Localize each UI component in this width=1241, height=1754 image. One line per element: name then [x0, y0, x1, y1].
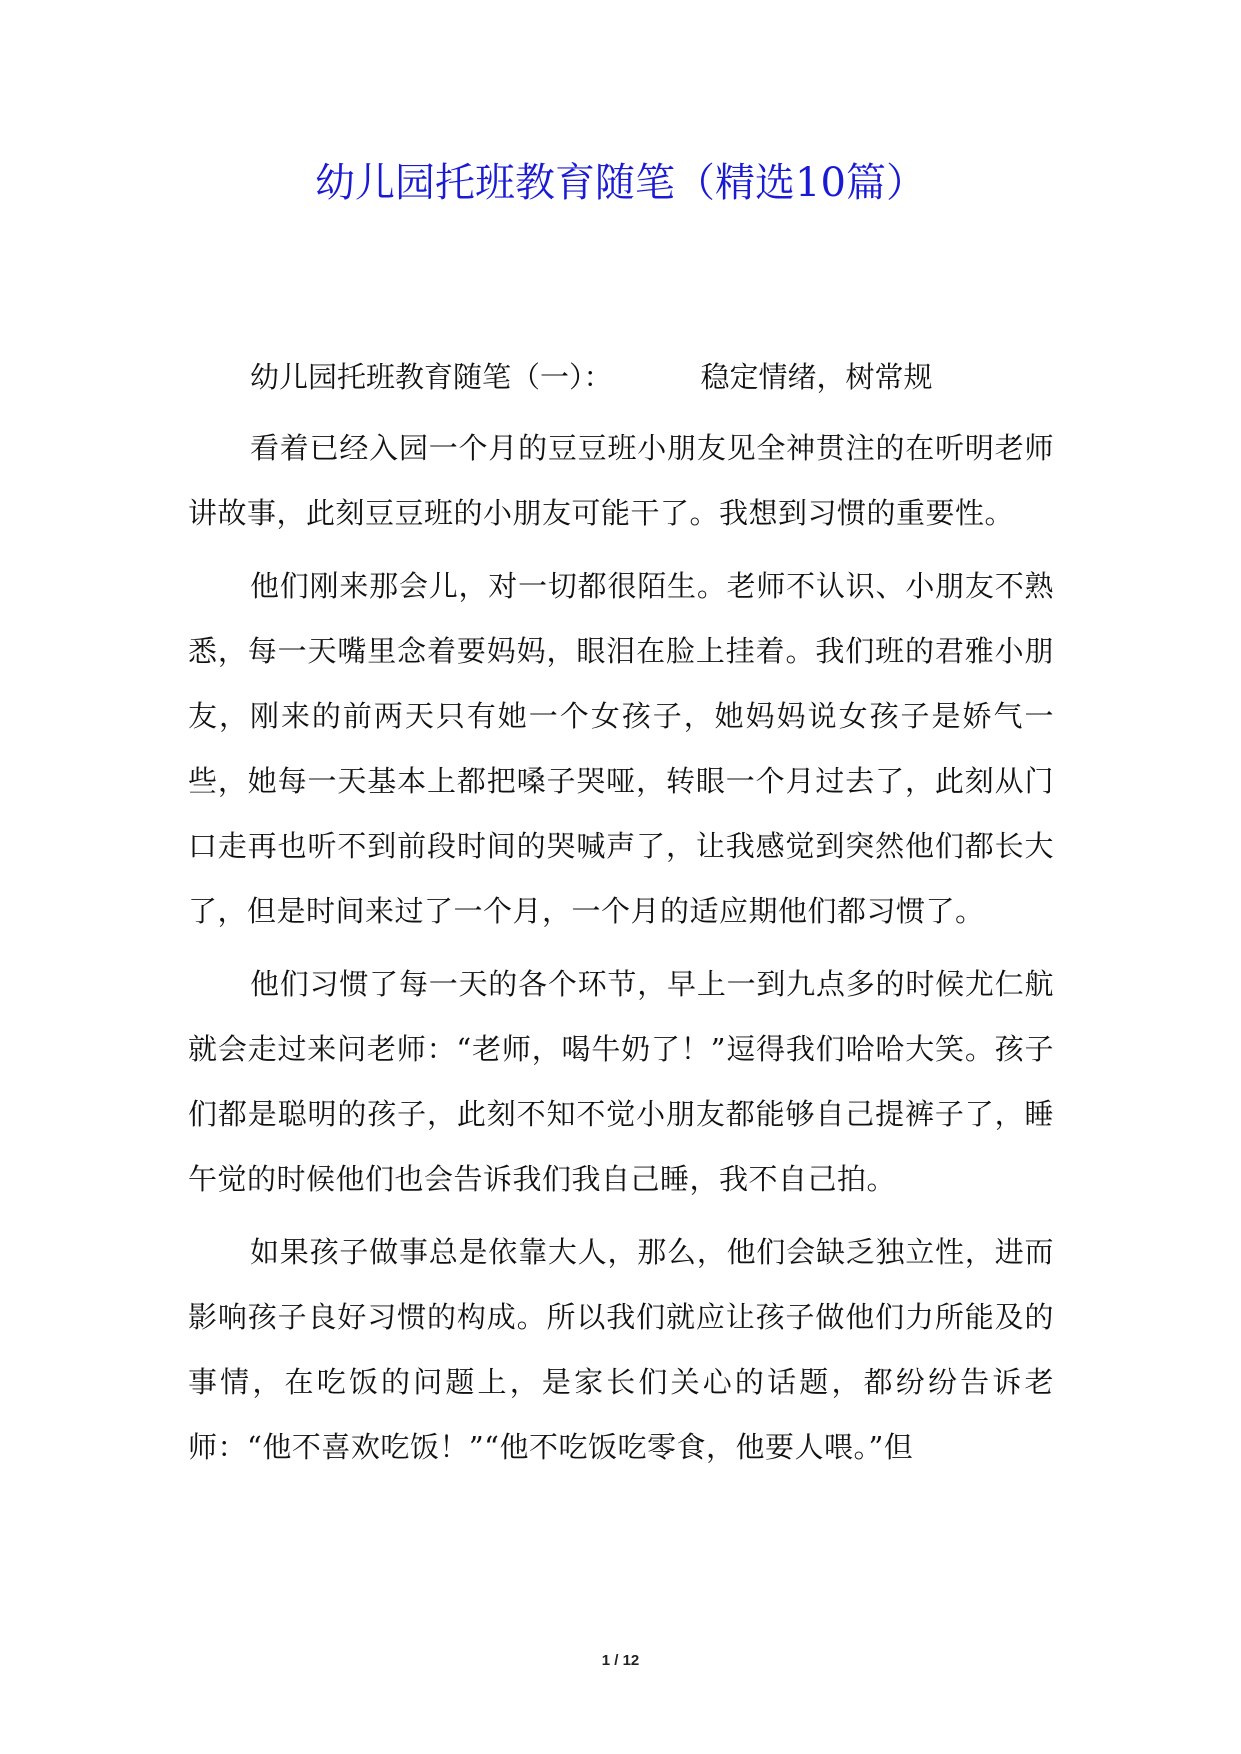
section-heading-label: 幼儿园托班教育随笔（一）：: [250, 360, 613, 394]
paragraph: 他们习惯了每一天的各个环节，早上一到九点多的时候尤仁航就会走过来问老师：“老师，喝牛奶了！”逗得我们哈哈大笑。孩子们都是聪明的孩子，此刻不知不觉小朋友都能够自己提裤子了，睡午觉的时候他们也会告诉我们我自己睡，我不自己拍。: [188, 967, 1054, 1196]
paragraph: 如果孩子做事总是依靠大人，那么，他们会缺乏独立性，进而影响孩子良好习惯的构成。所以我们就应让孩子做他们力所能及的事情，在吃饭的问题上，是家长们关心的话题，都纷纷告诉老师：“他不喜欢吃饭！”“他不吃饭吃零食，他要人喂。”但: [188, 1235, 1054, 1464]
section-heading-subtitle: 稳定情绪，树常规: [700, 360, 933, 394]
paragraph: 他们刚来那会儿，对一切都很陌生。老师不认识、小朋友不熟悉，每一天嘴里念着要妈妈，眼泪在脸上挂着。我们班的君雅小朋友，刚来的前两天只有她一个女孩子，她妈妈说女孩子是娇气一些，她每一天基本上都把嗓子哭哑，转眼一个月过去了，此刻从门口走再也听不到前段时间的哭喊声了，让我感觉到突然他们都长大了，但是时间来过了一个月，一个月的适应期他们都习惯了。: [188, 569, 1054, 928]
page-number: 1 / 12: [601, 1652, 640, 1669]
document-body: [188, 354, 1054, 1488]
document-title: 幼儿园托班教育随笔（精选10篇）: [315, 160, 926, 206]
paragraph: 看着已经入园一个月的豆豆班小朋友见全神贯注的在听明老师讲故事，此刻豆豆班的小朋友可能干了。我想到习惯的重要性。: [188, 431, 1054, 530]
section-heading: [188, 354, 1054, 400]
